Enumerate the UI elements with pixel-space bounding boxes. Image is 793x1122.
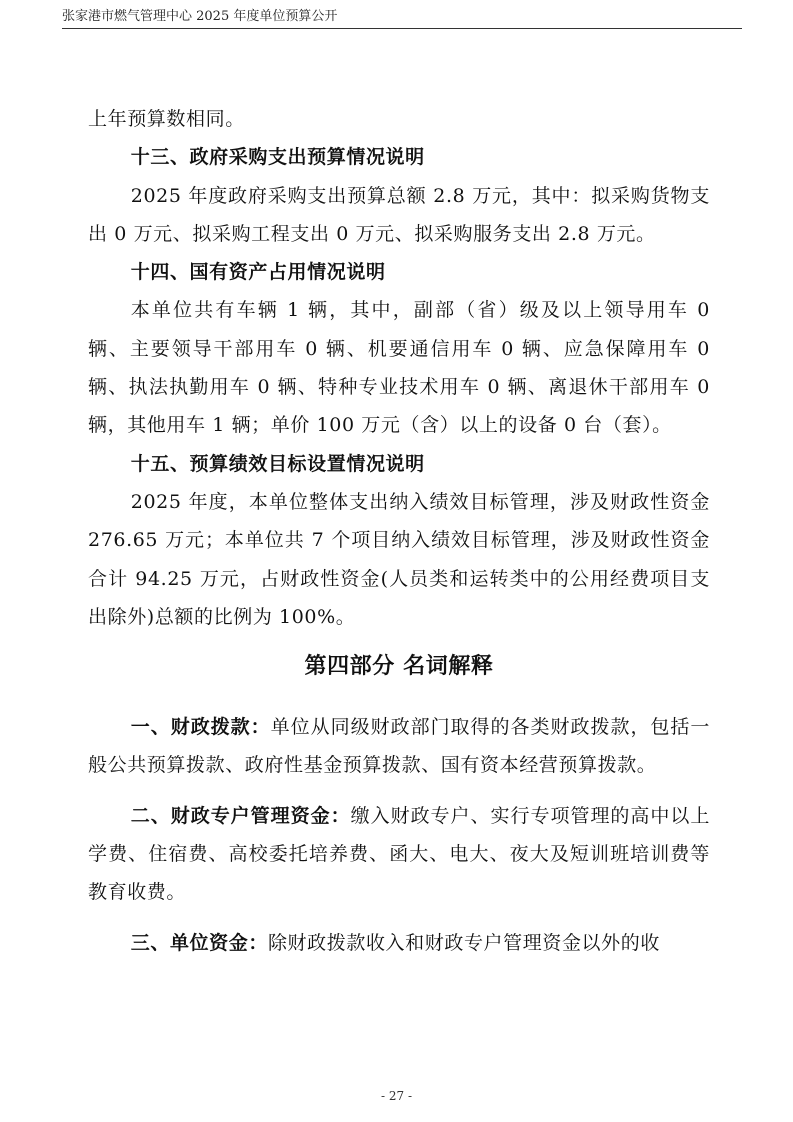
page-header: 张家港市燃气管理中心 2025 年度单位预算公开 — [62, 9, 338, 24]
header-divider — [62, 28, 742, 29]
document-body — [88, 100, 710, 962]
term-3-label: 三、单位资金： — [130, 931, 268, 954]
section-14-heading: 十四、国有资产占用情况说明 — [130, 261, 386, 284]
paragraph-continuation: 上年预算数相同。 — [88, 108, 245, 130]
term-1-text: 单位从同级财政部门取得的各类财政拨款，包括一般公共预算拨款、政府性基金预算拨款、国有资本经营预算拨款。 — [88, 716, 711, 777]
term-3-paragraph — [88, 924, 710, 962]
section-15-text: 2025 年度，本单位整体支出纳入绩效目标管理，涉及财政性资金 276.65 万元；本单位共 7 个项目纳入绩效目标管理，涉及财政性资金合计 94.25 万元，占财政性资金(人员类和运转类中的公用经费项目支出除外)总额的比例为 100%。 — [88, 490, 710, 628]
section-14-text: 本单位共有车辆 1 辆，其中，副部（省）级及以上领导用车 0 辆、主要领导干部用车 0 辆、机要通信用车 0 辆、应急保障用车 0 辆、执法执勤用车 0 辆、特种专业技术用车 0 辆、离退休干部用车 0 辆，其他用车 1 辆；单价 100 万元（含）以上的设备 0 台（套）。 — [88, 299, 710, 437]
part-4-title: 第四部分 名词解释 — [304, 653, 494, 680]
page-number: - 27 - — [380, 1089, 412, 1103]
section-13-text: 2025 年度政府采购支出预算总额 2.8 万元，其中：拟采购货物支出 0 万元、拟采购工程支出 0 万元、拟采购服务支出 2.8 万元。 — [88, 184, 710, 245]
term-1-label: 一、财政拨款： — [130, 716, 271, 739]
term-1-paragraph — [88, 708, 710, 785]
section-13-heading: 十三、政府采购支出预算情况说明 — [130, 146, 425, 169]
term-3-text: 除财政拨款收入和财政专户管理资金以外的收 — [267, 931, 660, 954]
term-2-label: 二、财政专户管理资金： — [130, 804, 351, 827]
section-15-heading: 十五、预算绩效目标设置情况说明 — [130, 452, 425, 475]
term-2-paragraph — [88, 797, 710, 912]
term-2-text: 缴入财政专户、实行专项管理的高中以上学费、住宿费、高校委托培养费、函大、电大、夜大及短训班培训费等教育收费。 — [88, 804, 710, 904]
